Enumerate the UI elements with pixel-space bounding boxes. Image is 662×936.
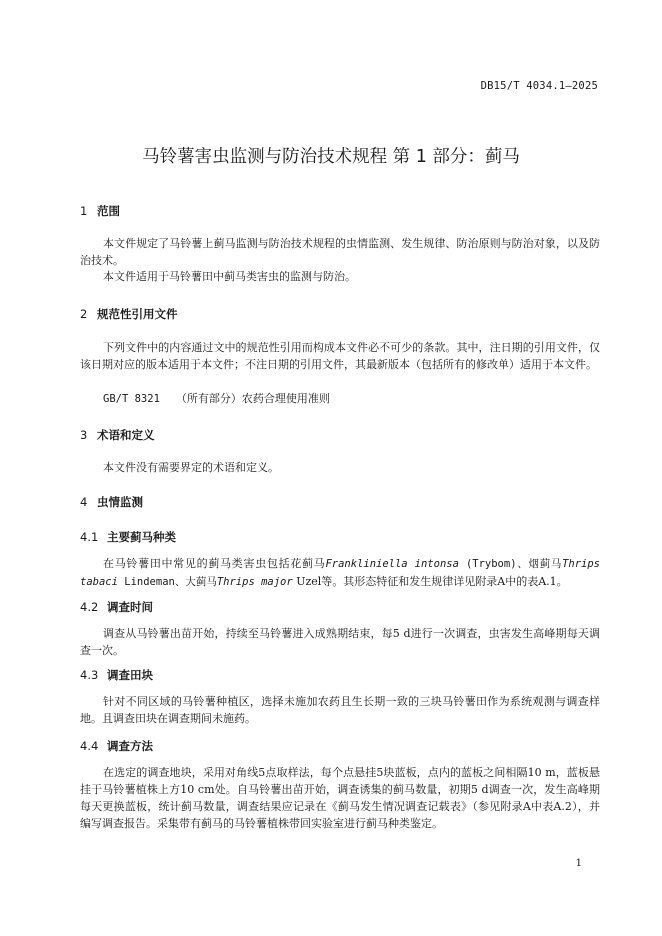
reference-code: GB/T 8321 [103,393,160,405]
section-4-3-paragraph: 针对不同区域的马铃薯种植区，选择未施加农药且生长期一致的三块马铃薯田作为系统观测与调查样地。且调查田块在调查期间未施药。 [80,695,600,725]
subsection-number: 4.4 [80,739,99,753]
species-name: Thrips [562,558,600,570]
subsection-number: 4.1 [80,530,99,544]
subsection-number: 4.3 [80,668,99,682]
section-number: 3 [80,428,88,442]
section-number: 1 [80,204,88,218]
section-number: 4 [80,495,88,509]
text-segment: Uzel等。其形态特征和发生规律详见附录A中的表A.1。 [292,575,568,588]
subsection-number: 4.2 [80,600,99,614]
reference-title: （所有部分）农药合理使用准则 [175,392,330,405]
subsection-title: 主要蓟马种类 [107,530,176,544]
section-1-heading [80,203,120,219]
section-title: 术语和定义 [97,428,155,442]
normative-reference [80,390,600,408]
text-segment: 在马铃薯田中常见的蓟马类害虫包括花蓟马 [103,557,326,570]
subsection-title: 调查田块 [107,668,153,682]
section-4-3-heading [80,667,153,683]
section-4-heading [80,494,143,510]
section-4-1-paragraph [80,555,600,591]
section-2-heading [80,306,178,322]
section-title: 规范性引用文件 [97,307,178,321]
section-title: 虫情监测 [97,495,143,509]
species-name: Thrips major [216,576,293,588]
species-name: Frankliniella intonsa [325,558,459,570]
section-1-paragraph-2: 本文件适用于马铃薯田中蓟马类害虫的监测与防治。 [103,270,356,283]
section-2-paragraph-1: 下列文件中的内容通过文中的规范性引用而构成本文件必不可少的条款。其中，注日期的引用文件，仅该日期对应的版本适用于本文件；不注日期的引用文件，其最新版本（包括所有的修改单）适用于本文件。 [80,341,600,371]
page-number: 1 [575,858,582,869]
text-segment: (Trybom)、烟蓟马 [458,558,563,570]
document-title: 马铃薯害虫监测与防治技术规程 第 1 部分：蓟马 [142,147,520,167]
section-4-2-heading [80,599,153,615]
subsection-title: 调查方法 [107,739,153,753]
document-code: DB15/T 4034.1—2025 [480,80,598,92]
section-title: 范围 [97,204,120,218]
section-1-paragraph-1: 本文件规定了马铃薯上蓟马监测与防治技术规程的虫情监测、发生规律、防治原则与防治对象，以及防治技术。 [80,237,600,267]
species-name: tabaci [80,576,118,588]
section-3-heading [80,427,155,443]
section-number: 2 [80,307,88,321]
text-segment: Lindeman、大蓟马 [117,576,217,588]
subsection-title: 调查时间 [107,600,153,614]
section-4-4-heading [80,738,153,754]
section-4-1-heading [80,529,176,545]
section-4-4-paragraph: 在选定的调查地块，采用对角线5点取样法，每个点悬挂5块蓝板，点内的蓝板之间相隔10 m，蓝板悬挂于马铃薯植株上方10 cm处。自马铃薯出苗开始，调查诱集的蓟马数量，初期5 d调查一次，发生高峰期每天更换蓝板，统计蓟马数量，调查结果应记录在《蓟马发生情况调查记载表》（参见附录A中表A.2），并编写调查报告。采集带有蓟马的马铃薯植株带回实验室进行蓟马种类鉴定。 [80,766,600,830]
section-3-paragraph-1: 本文件没有需要界定的术语和定义。 [103,461,279,474]
section-4-2-paragraph: 调查从马铃薯出苗开始，持续至马铃薯进入成熟期结束，每5 d进行一次调查，虫害发生高峰期每天调查一次。 [80,627,600,657]
